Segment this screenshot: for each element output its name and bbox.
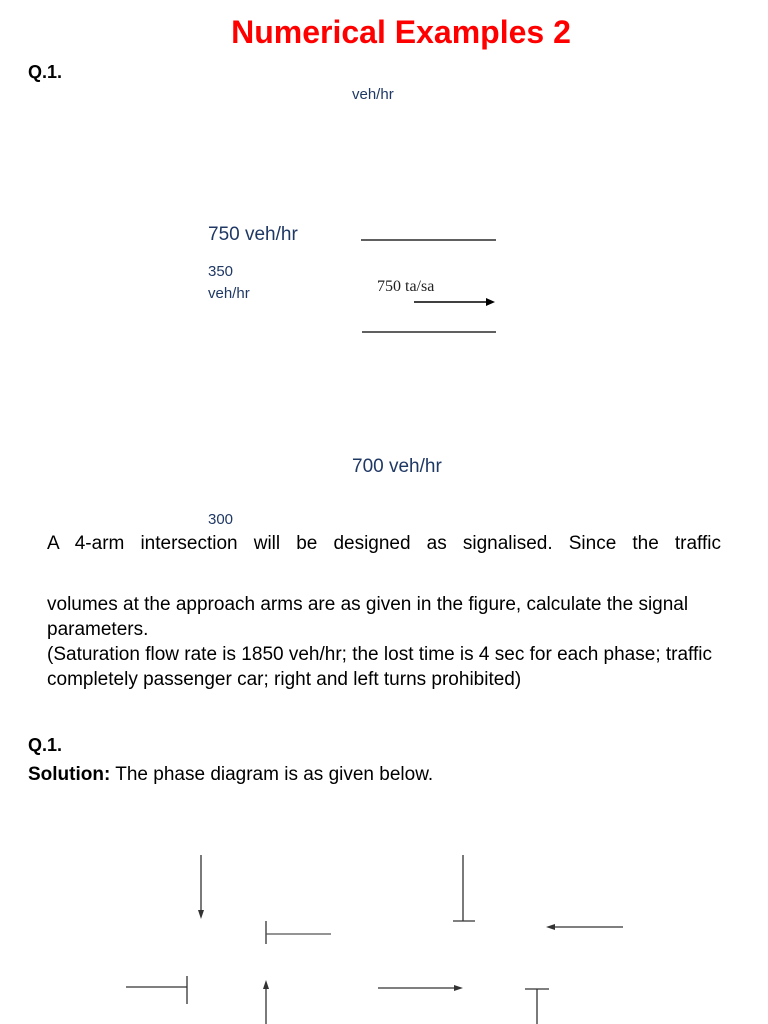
solution-text: The phase diagram is as given below. xyxy=(110,764,434,785)
question-conditions: (Saturation flow rate is 1850 veh/hr; the lost time is 4 sec for each phase; traffic completely passenger car; right and left turns prohibited) xyxy=(47,644,712,690)
phase-arrow-westbound-icon xyxy=(546,924,623,930)
west-secondary-volume-number: 350 xyxy=(208,263,234,280)
question-text-paragraph: volumes at the approach arms are as given in the figure, calculate the signal parameters. xyxy=(47,594,689,640)
north-volume-label: veh/hr xyxy=(352,86,394,103)
question-text-line1: A 4-arm intersection will be designed as signalised. Since the traffic xyxy=(47,533,721,554)
phase-arrow-southbound-icon xyxy=(198,855,204,919)
solution-heading: Solution: xyxy=(28,764,111,785)
phase-arrow-eastbound-icon xyxy=(378,985,463,991)
west-through-volume: 750 veh/hr xyxy=(208,224,298,245)
eastbound-arrow-icon xyxy=(414,298,495,306)
phase-stop-bar-north-icon xyxy=(453,855,475,921)
phase-arrow-northbound-icon xyxy=(263,980,269,1024)
solution-question-label: Q.1. xyxy=(28,735,63,755)
east-arrow-label: 750 ta/sa xyxy=(377,278,435,295)
phase-stop-bar-east-icon xyxy=(126,976,187,1004)
phase-stop-bar-south-icon xyxy=(525,989,549,1024)
phase-stop-bar-west-icon xyxy=(266,921,331,944)
page-title: Numerical Examples 2 xyxy=(231,14,571,50)
west-secondary-volume-unit: veh/hr xyxy=(208,285,250,302)
south-volume: 700 veh/hr xyxy=(352,456,442,477)
question-label: Q.1. xyxy=(28,62,63,82)
south-secondary-volume: 300 xyxy=(208,511,234,528)
